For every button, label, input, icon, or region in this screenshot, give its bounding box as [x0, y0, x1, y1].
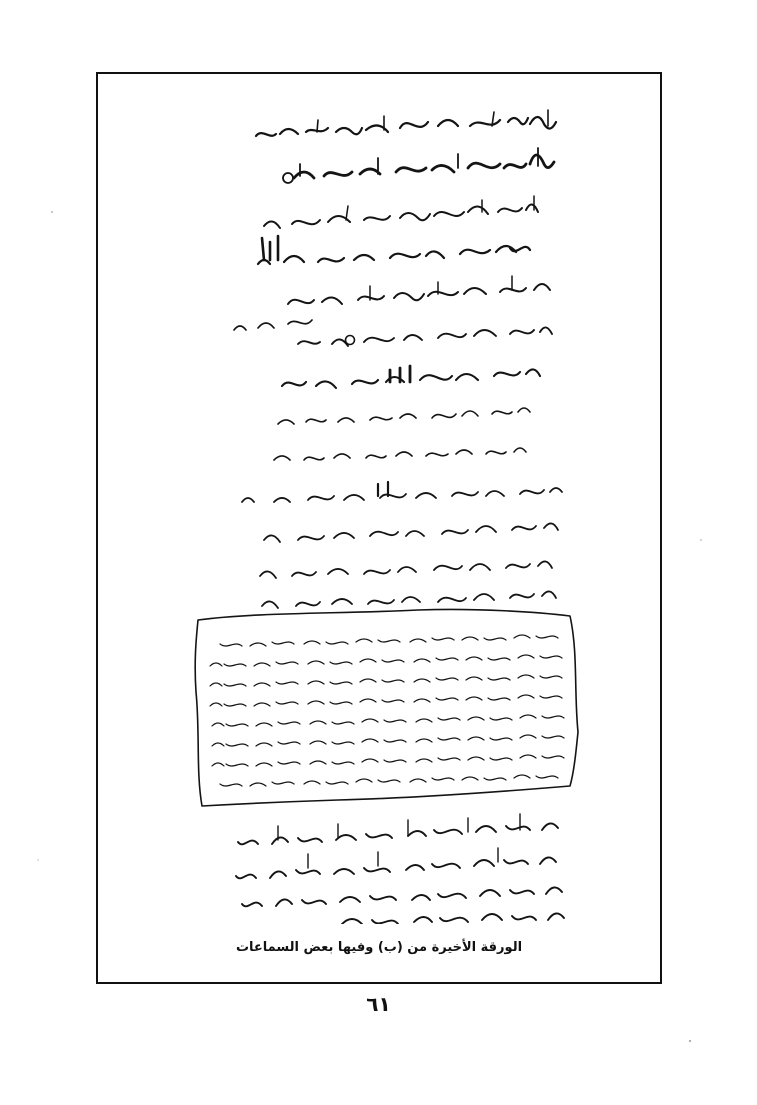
page-frame — [96, 72, 662, 984]
page-number: ٦١ — [366, 992, 391, 1016]
manuscript-handwriting-image — [138, 92, 628, 924]
figure-caption: الورقة الأخيرة من (ب) وفيها بعض السماعات — [235, 940, 523, 955]
